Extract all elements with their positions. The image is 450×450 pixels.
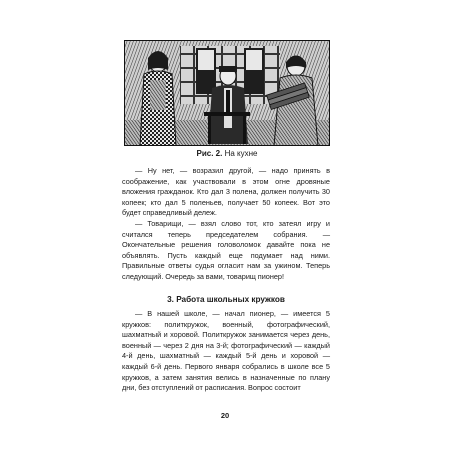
section-heading: 3. Работа школьных кружков <box>167 295 285 304</box>
paragraph: — Товарищи, — взял слово тот, кто затеял игру и считался теперь председателем собрания. — Окончательные решения головоломок давайте пока не объявлять. Пусть каждый еще подумает над ними. Правильные ответы судья огласит нам за ужином. Теперь следующий. Очередь за вами, товарищ пионер! <box>122 218 330 281</box>
paragraph: — В нашей школе, — начал пионер, — имеется 5 кружков: политкружок, военный, фотографический, шахматный и хоровой. Политкружок занимается через день, военный — через 2 дня на 3-й; фотографический — каждый 4-й день, шахматный — каждый 5-й день и хоровой — каждый 6-й день. Первого января собрались в школе все 5 кружков, а затем занятия велись в назначенные по плану дни, без отступлений от расписания. Вопрос состоит <box>122 309 330 393</box>
text-block-bottom <box>122 309 330 394</box>
paragraph: — Ну нет, — возразил другой, — надо принять в соображение, как участвовали в этом огне дровяные вложения гражданок. Кто дал 3 полена, должен получить 30 копеек; кто дал 5 поленьев, получает 50 копеек. Вот это будет справедливый дележ. <box>122 166 330 218</box>
caption-text: На кухне <box>224 149 258 158</box>
figure-caption <box>124 149 330 159</box>
engraving-image <box>124 40 330 146</box>
kitchen-illustration <box>124 40 330 146</box>
page-number: 20 <box>220 411 230 420</box>
text-block-top <box>122 166 330 283</box>
caption-label: Рис. 2. <box>196 149 223 158</box>
